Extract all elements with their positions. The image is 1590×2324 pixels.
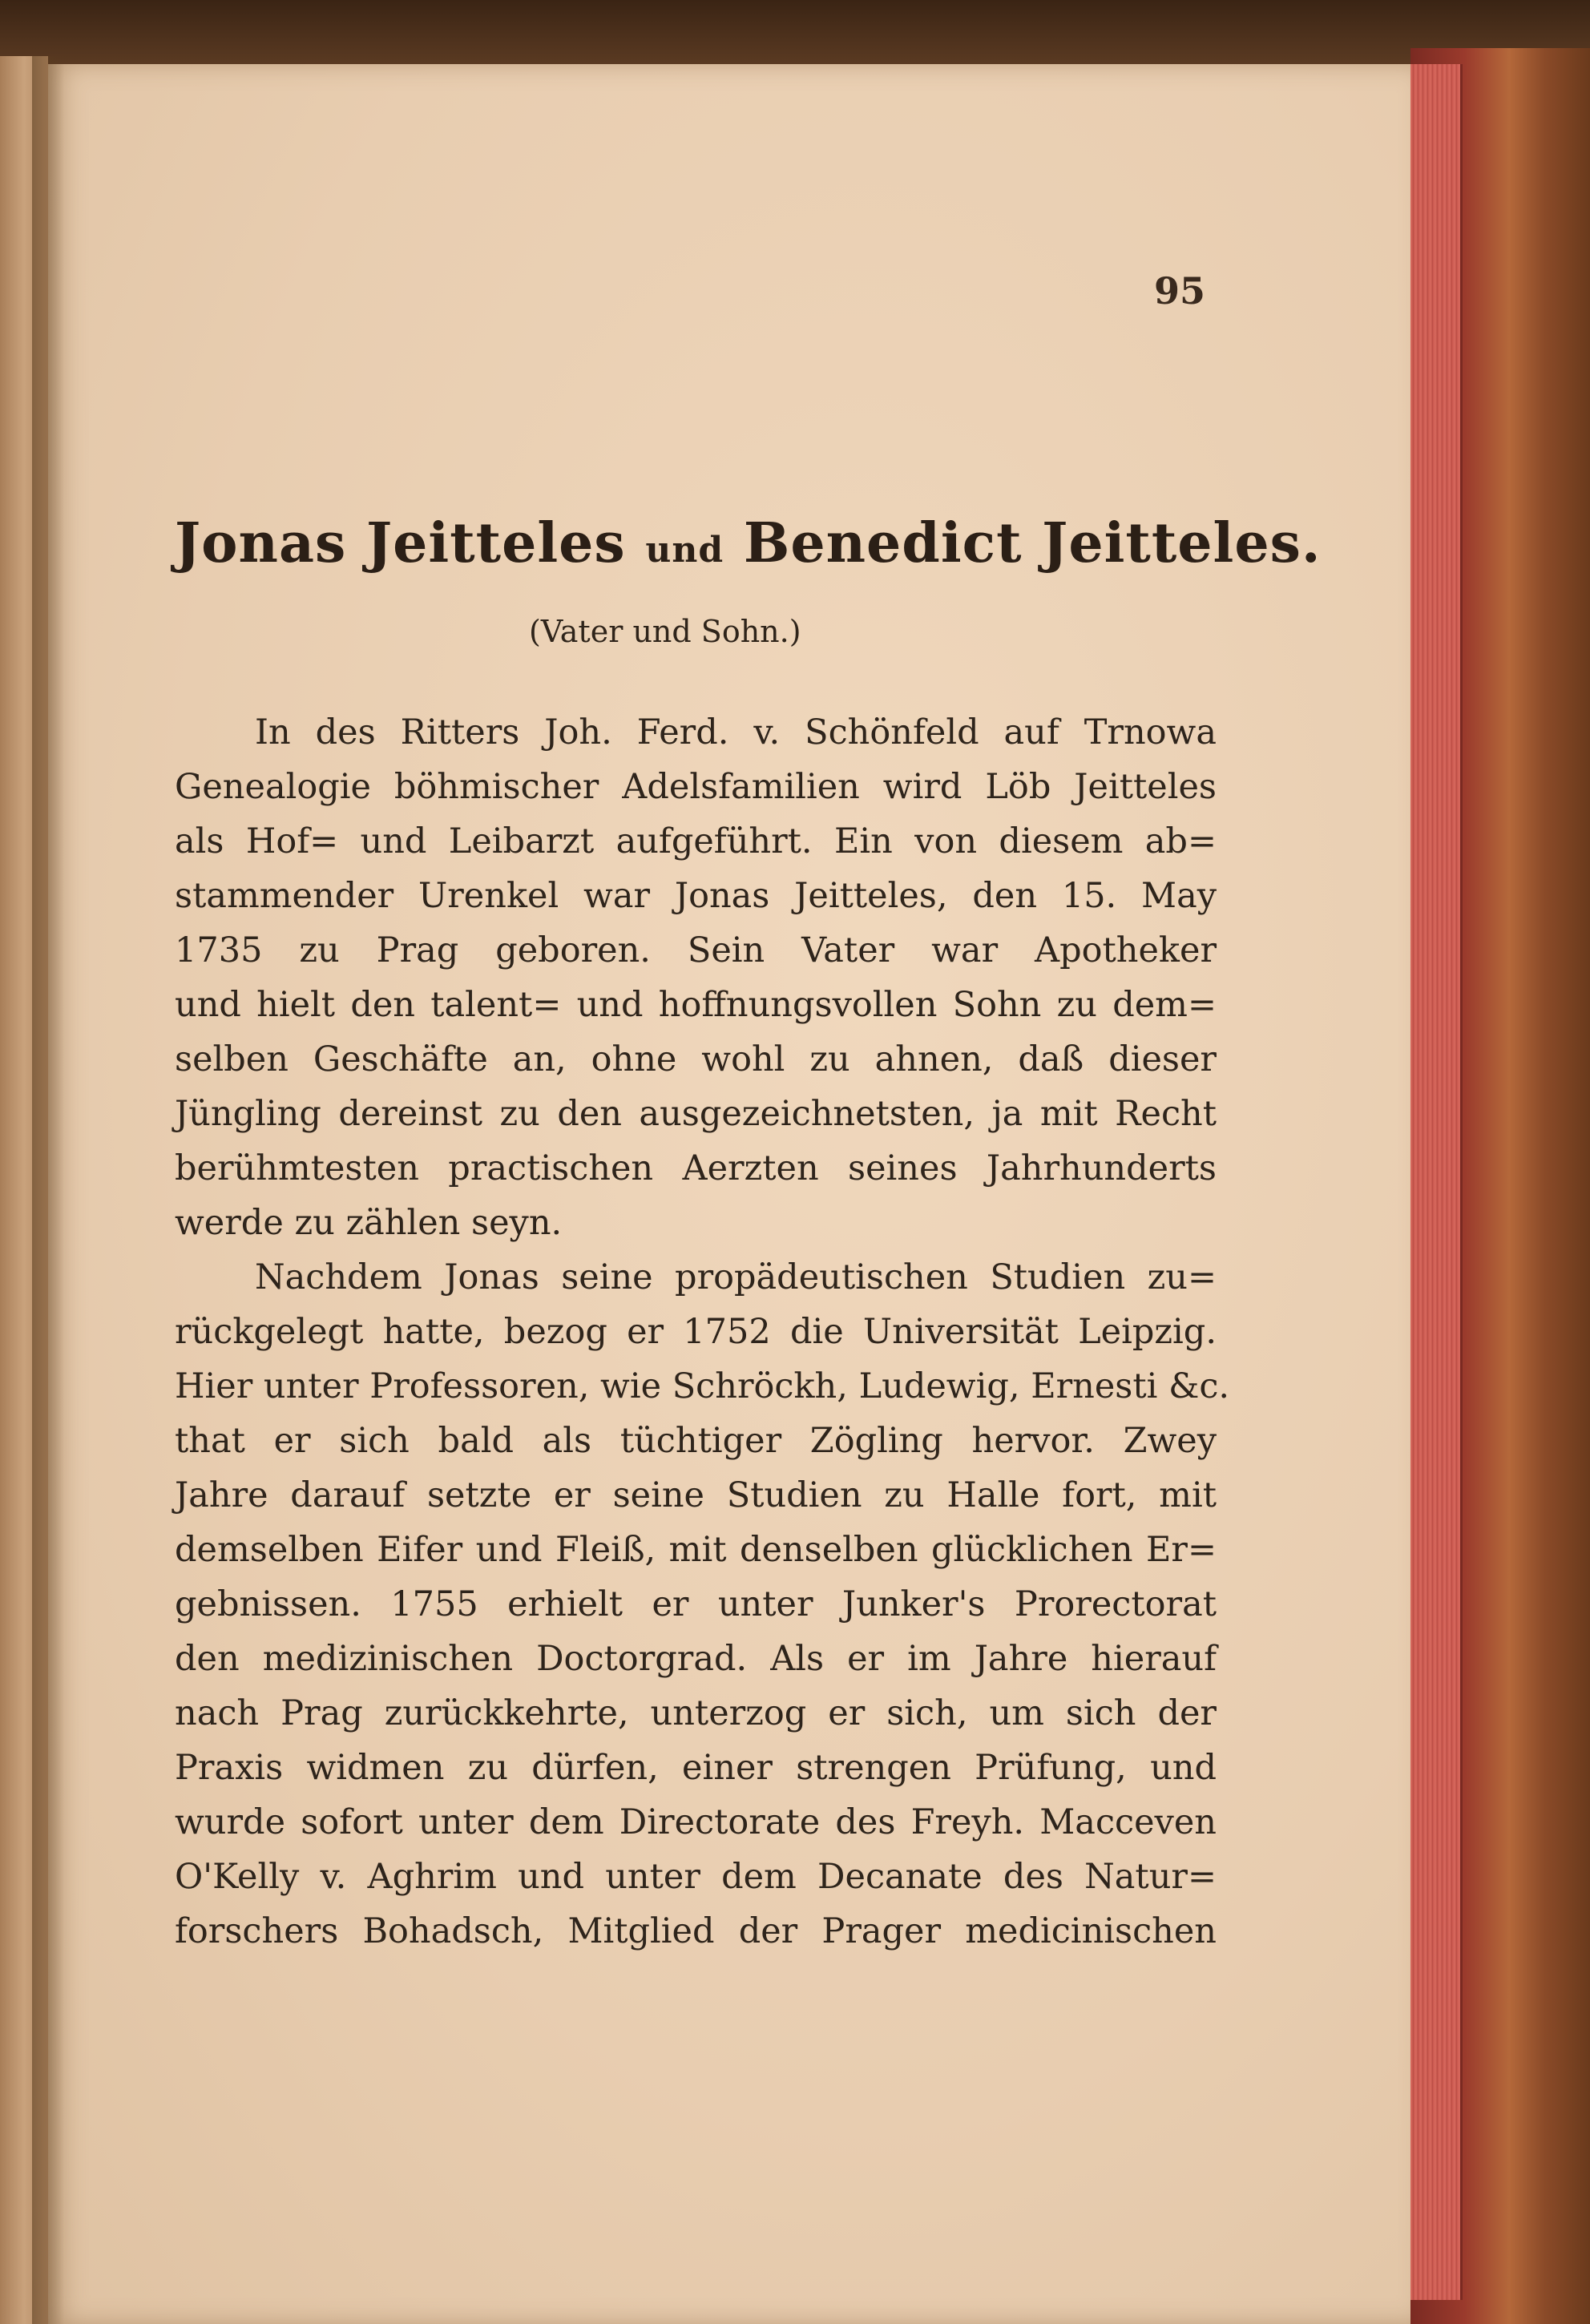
text-line: als Hof= und Leibarzt aufgeführt. Ein von diesem ab= <box>175 821 1217 861</box>
title-part-2: Benedict Jeitteles. <box>743 511 1322 575</box>
text-line: demselben Eifer und Fleiß, mit denselben glücklichen Er= <box>175 1530 1217 1570</box>
chapter-title <box>175 511 1322 575</box>
text-line: Hier unter Professoren, wie Schröckh, Ludewig, Ernesti &c. <box>175 1366 1230 1406</box>
page-gutter-shadow <box>32 56 64 2324</box>
text-line: Praxis widmen zu dürfen, einer strengen Prüfung, und <box>175 1748 1217 1788</box>
text-line: berühmtesten practischen Aerzten seines Jahrhunderts <box>175 1148 1217 1188</box>
text-line: rückgelegt hatte, bezog er 1752 die Universität Leipzig. <box>175 1312 1217 1352</box>
page-number: 95 <box>1154 269 1206 313</box>
chapter-subtitle: (Vater und Sohn.) <box>529 614 801 649</box>
text-line: Nachdem Jonas seine propädeutischen Studien zu= <box>255 1257 1217 1297</box>
text-line: In des Ritters Joh. Ferd. v. Schönfeld auf Trnowa <box>255 712 1217 752</box>
text-line: Jahre darauf setzte er seine Studien zu Halle fort, mit <box>175 1475 1217 1515</box>
text-line: selben Geschäfte an, ohne wohl zu ahnen, daß dieser <box>175 1039 1217 1079</box>
body-text <box>175 705 1230 1959</box>
text-line: werde zu zählen seyn. <box>175 1203 563 1243</box>
text-line: forschers Bohadsch, Mitglied der Prager medicinischen <box>175 1911 1217 1951</box>
text-line: Jüngling dereinst zu den ausgezeichnetsten, ja mit Recht <box>175 1094 1217 1134</box>
paragraph-2 <box>175 1250 1230 1959</box>
text-line: gebnissen. 1755 erhielt er unter Junker's Prorectorat <box>175 1584 1217 1624</box>
top-background <box>0 0 1590 64</box>
text-line: O'Kelly v. Aghrim und unter dem Decanate des Natur= <box>175 1857 1217 1897</box>
text-line: 1735 zu Prag geboren. Sein Vater war Apotheker <box>175 930 1217 970</box>
text-line: den medizinischen Doctorgrad. Als er im Jahre hierauf <box>175 1639 1217 1679</box>
text-line: Genealogie böhmischer Adelsfamilien wird Löb Jeitteles <box>175 767 1217 807</box>
text-line: that er sich bald als tüchtiger Zögling hervor. Zwey <box>175 1421 1217 1461</box>
text-line: stammender Urenkel war Jonas Jeitteles, den 15. May <box>175 876 1217 916</box>
text-line: und hielt den talent= und hoffnungsvollen Sohn zu dem= <box>175 985 1217 1025</box>
title-and: und <box>645 530 724 571</box>
page-edges <box>1404 64 1463 2300</box>
title-part-1: Jonas Jeitteles <box>175 511 626 575</box>
text-line: nach Prag zurückkehrte, unterzog er sich, um sich der <box>175 1693 1217 1733</box>
text-line: wurde sofort unter dem Directorate des Freyh. Macceven <box>175 1802 1217 1842</box>
paragraph-1 <box>175 705 1217 1250</box>
